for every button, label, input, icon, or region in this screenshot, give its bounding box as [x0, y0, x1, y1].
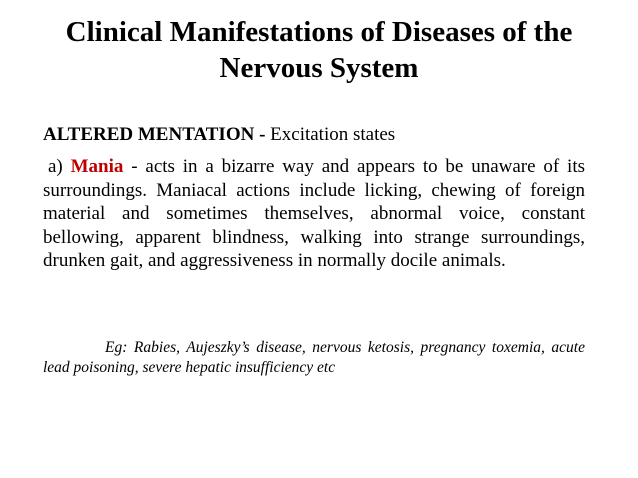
section-heading-label: ALTERED MENTATION - [43, 124, 266, 145]
item-prefix: a) [48, 156, 71, 177]
slide-title-line-2: Nervous System [219, 52, 419, 84]
mania-description: - acts in a bizarre way and appears to be unaware of its surroundings. Maniacal actions include licking, chewing of foreign material and sometimes themselves, abnormal voice, constant bellowing, apparent blindness, walking into strange surroundings, drunken gait, and aggressiveness in normally docile animals. [43, 156, 586, 272]
mania-paragraph [43, 155, 585, 273]
mania-term: Mania [70, 156, 124, 177]
slide-title [20, 14, 618, 86]
section-heading [43, 123, 603, 147]
section-subheading: Excitation states [265, 124, 396, 145]
slide-title-line-1: Clinical Manifestations of Diseases of the [65, 16, 573, 48]
example-paragraph: Eg: Rabies, Aujeszky’s disease, nervous ketosis, pregnancy toxemia, acute lead poisoning, severe hepatic insufficiency etc [43, 339, 585, 376]
